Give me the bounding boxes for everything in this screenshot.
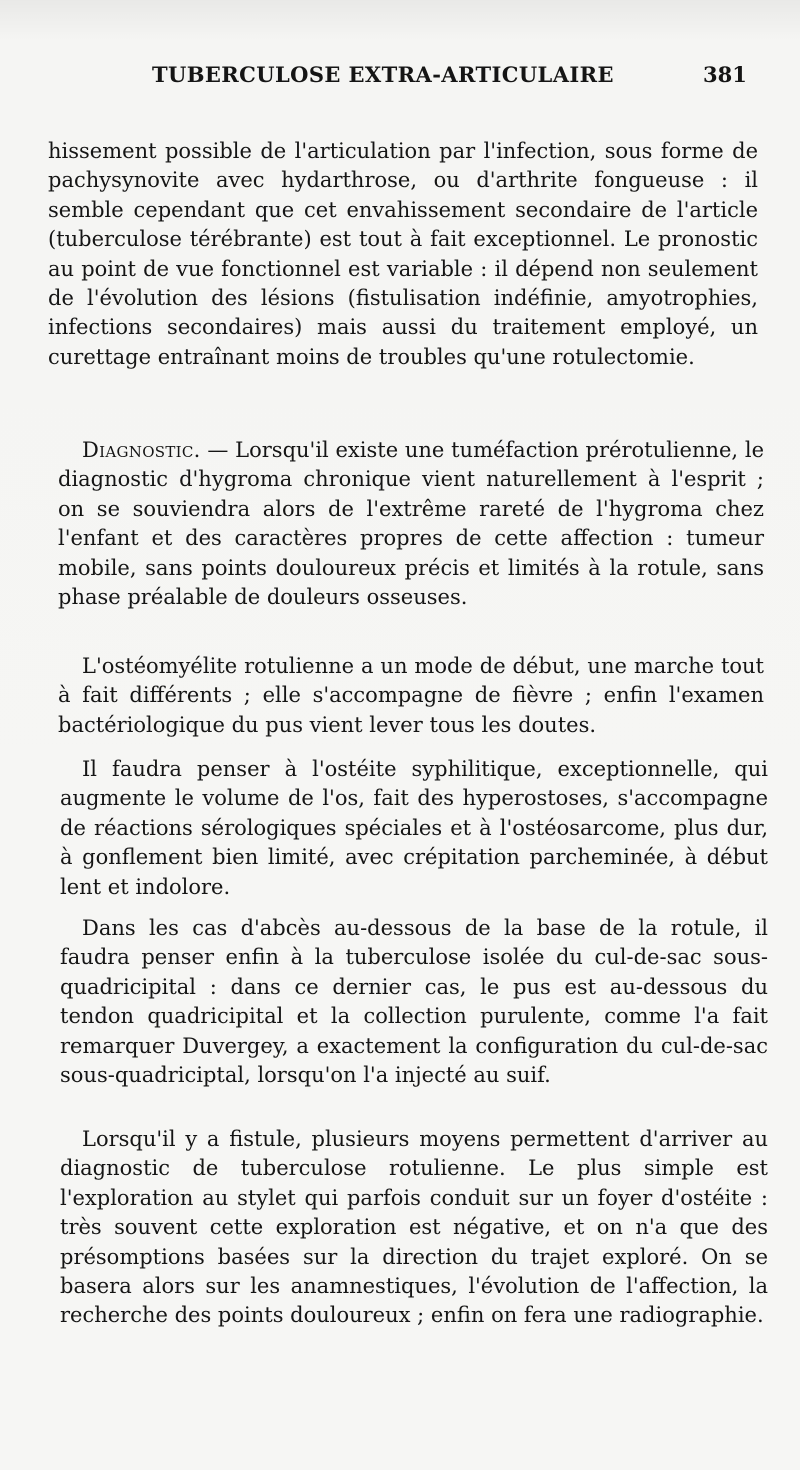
paragraph-diagnostic — [58, 436, 764, 612]
section-heading-diagnostic: Diagnostic. — [82, 438, 201, 462]
page-number: 381 — [703, 62, 747, 87]
paragraph-syphilitic-osteitis: Il faudra penser à l'ostéite syphilitique, exceptionnelle, qui augmente le volume de l'os, fait des hyperostoses, s'accompagne de réactions sérologiques spéciales et à l'ostéosarcome, plus dur, à gonflement bien limité, avec crépitation parcheminée, à début lent et indolore. — [60, 757, 768, 899]
paragraph-fistula: Lorsqu'il y a fistule, plusieurs moyens permettent d'arriver au diagnostic de tuberculose rotulienne. Le plus simple est l'exploration au stylet qui parfois conduit sur un foyer d'ostéite : très souvent cette exploration est négative, et on n'a que des présomptions basées sur la direction du trajet exploré. On se basera alors sur les anamnestiques, l'évolution de l'affection, la recherche des points douloureux ; enfin on fera une radiographie. — [60, 1127, 768, 1328]
paragraph-osteomyelitis: L'ostéomyélite rotulienne a un mode de début, une marche tout à fait différents ; elle s'accompagne de fièvre ; enfin l'examen bactériologique du pus vient lever tous les doutes. — [58, 654, 764, 737]
running-title: TUBERCULOSE EXTRA-ARTICULAIRE — [152, 62, 614, 87]
paragraph-prognosis: hissement possible de l'articulation par l'infection, sous forme de pachysynovite avec hydarthrose, ou d'arthrite fongueuse : il semble cependant que cet envahissement secondaire de l'article (tuberculose térébrante) est tout à fait exceptionnel. Le pronostic au point de vue fonctionnel est variable : il dépend non seulement de l'évolution des lésions (fistulisation indéfinie, amyotrophies, infections secondaires) mais aussi du traitement employé, un curettage entraînant moins de troubles qu'une rotulectomie. — [48, 139, 758, 369]
paragraph-diagnostic-text: — Lorsqu'il existe une tuméfaction prérotulienne, le diagnostic d'hygroma chronique vient naturellement à l'esprit ; on se souviendra alors de l'extrême rareté de l'hygroma chez l'enfant et des caractères propres de cette affection : tumeur mobile, sans points douloureux précis et limités à la rotule, sans phase préalable de douleurs osseuses. — [58, 438, 764, 610]
paragraph-subquadricipital-abscess: Dans les cas d'abcès au-dessous de la base de la rotule, il faudra penser enfin à la tuberculose isolée du cul-de-sac sous-quadricipital : dans ce dernier cas, le pus est au-dessous du tendon quadricipital et la collection purulente, comme l'a fait remarquer Duvergey, a exactement la configuration du cul-de-sac sous-quadriciptal, lorsqu'on l'a injecté au suif. — [60, 916, 768, 1088]
running-header — [0, 62, 800, 98]
